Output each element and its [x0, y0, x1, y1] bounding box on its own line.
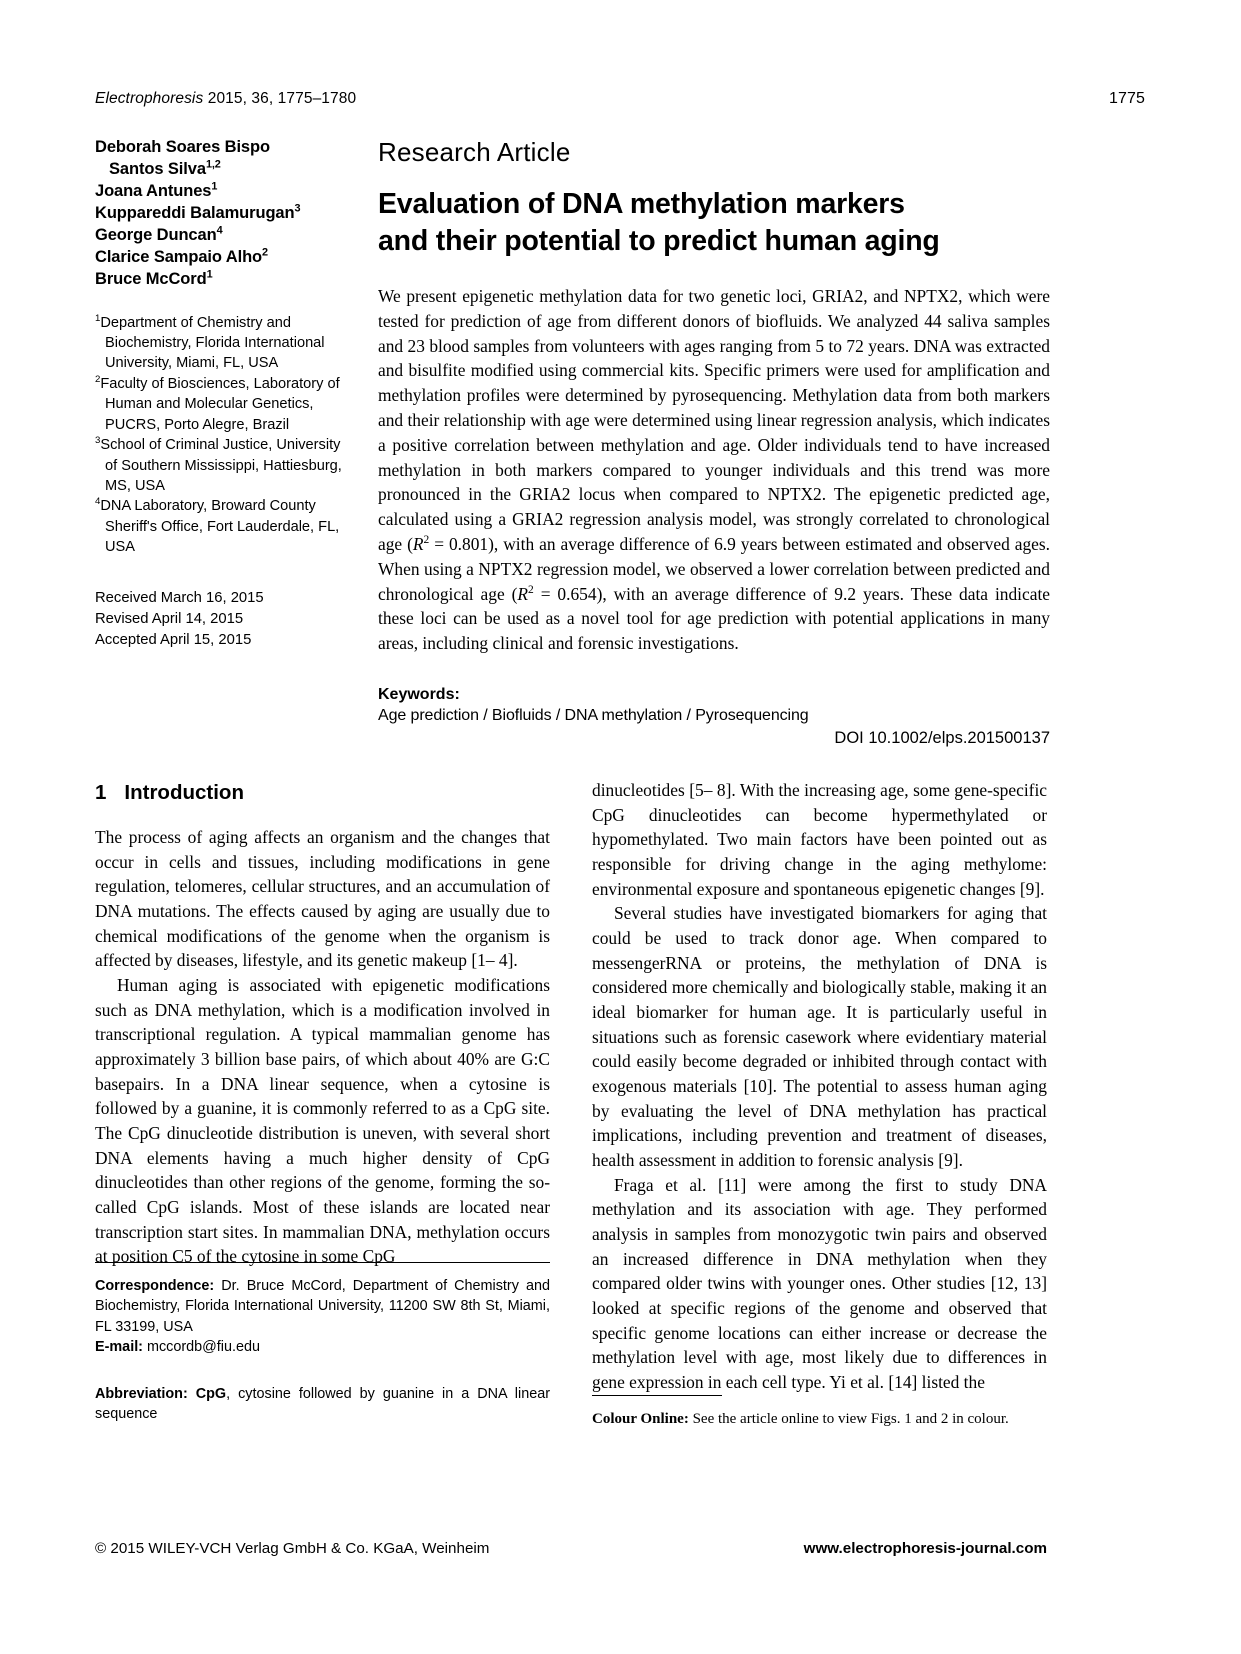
keywords-label: Keywords: — [378, 686, 460, 704]
body-paragraph: dinucleotides [5– 8]. With the increasing age, some gene-specific CpG dinucleotides can become hypermethylated or hypomethylated. Two main factors have been pointed out as responsible for driving change in the aging methylome: environmental exposure and spontaneous epigenetic changes [9]. — [592, 780, 1047, 899]
keywords-list: Age prediction / Biofluids / DNA methylation / Pyrosequencing — [378, 707, 809, 725]
correspondence-text: Dr. Bruce McCord, Department of Chemistry and Biochemistry, Florida International University, 11200 SW 8th St, Miami, FL 33199, USA — [95, 1278, 550, 1335]
abstract-text-1: We present epigenetic methylation data for two genetic loci, GRIA2, and NPTX2, which were tested for prediction of age from different donors of biofluids. We analyzed 44 saliva samples and 23 blood samples from volunteers with ages ranging from 5 to 72 years. DNA was extracted and bisulfite modified using commercial kits. Specific primers were used for amplification and methylation profiles were determined by pyrosequencing. Methylation data from both markers and their relationship with age were determined using linear regression analysis, which indicates a positive correlation between methylation and age. Older individuals tend to have increased methylation in both markers compared to younger individuals and this trend was more pronounced in the GRIA2 locus when compared to NPTX2. The epigenetic predicted age, calculated using a GRIA2 regression analysis model, was strongly correlated to chronological age ( — [378, 286, 1050, 555]
affiliation-text: Faculty of Biosciences, Laboratory of Human and Molecular Genetics, PUCRS, Porto Alegre, Brazil — [100, 375, 340, 433]
author-line-3: Joana Antunes$^1$ — [95, 180, 218, 200]
author-affil-marker: 1,2 — [205, 158, 221, 171]
abbreviation-note — [95, 1384, 550, 1425]
footnote-rule — [95, 1262, 550, 1263]
r-squared-exponent: 2 — [528, 583, 534, 596]
colour-online-note — [592, 1409, 1047, 1430]
author-list — [95, 137, 353, 291]
body-column-right — [592, 778, 1047, 1395]
abbreviation-label: Abbreviation: — [95, 1385, 188, 1402]
running-head — [95, 90, 1145, 108]
author-sidebar — [95, 137, 353, 651]
article-type: Research Article — [378, 137, 571, 167]
r-squared-exponent: 2 — [423, 534, 430, 547]
body-column-left — [95, 778, 550, 1269]
affiliation-marker: 2 — [95, 373, 101, 385]
affiliation-text: School of Criminal Justice, University of Southern Mississippi, Hattiesburg, MS, USA — [100, 437, 342, 494]
body-paragraph: Several studies have investigated biomarkers for aging that could be used to track donor age. When compared to messengerRNA or proteins, the methylation of DNA is considered more chemically and biologically stable, making it an ideal biomarker for human age. It is particularly useful in situations such as forensic casework where evidentiary material could easily become degraded or inhibited through contact with exogenous materials [10]. The potential to assess human aging by evaluating the level of DNA methylation has practical implications, including prevention and treatment of diseases, health assessment in addition to forensic analysis [9]. — [592, 903, 1047, 1171]
abbreviation-text: , cytosine followed by guanine in a DNA linear sequence — [95, 1385, 551, 1423]
date-revised: Revised April 14, 2015 — [95, 610, 244, 627]
section-heading-introduction — [95, 778, 550, 807]
title-line-1: Evaluation of DNA methylation markers — [378, 188, 905, 220]
body-paragraph: The process of aging affects an organism and the changes that occur in cells and tissues, including modifications in gene regulation, telomeres, cellular structures, and an accumulation of DNA mutations. The effects caused by aging are usually due to chemical modifications of the genome when the organism is affected by diseases, lifestyle, and its genetic makeup [1– 4]. — [95, 827, 550, 971]
title-line-2: and their potential to predict human aging — [378, 225, 940, 258]
author-line-7: Bruce McCord$^1$ — [95, 268, 213, 288]
affiliation-item — [95, 374, 353, 435]
article-header — [378, 137, 1050, 748]
body-paragraph: Fraga et al. [11] were among the first to study DNA methylation and its association with age. They performed analysis in samples from monozygotic twin pairs and observed an increased difference in DNA methylation when they compared older twins with younger ones. Other studies [12, 13] looked at specific regions of the genome and observed that specific genome locations can either increase or decrease the methylation level with age, most likely due to differences in gene expression in each cell type. Yi et al. [14] listed the — [592, 1174, 1047, 1393]
author-line-5: George Duncan$^4$ — [95, 224, 223, 244]
email-address[interactable]: mccordb@fiu.edu — [142, 1339, 260, 1356]
author-affil-marker: 3 — [294, 202, 301, 215]
body-paragraph: Human aging is associated with epigenetic modifications such as DNA methylation, which is a modification involved in transcriptional regulation. A typical mammalian genome has approximately 3 billion base pairs, of which about 40% are G:C basepairs. In a DNA linear sequence, when a cytosine is followed by a guanine, it is commonly referred to as a CpG site. The CpG dinucleotide distribution is uneven, with several short DNA elements having a much higher density of CpG dinucleotides than other regions of the genome, forming the so-called CpG islands. Most of these islands are located near transcription start sites. In mammalian DNA, methylation occurs at position C5 of the cytosine in some CpG — [95, 975, 550, 1267]
affiliation-list — [95, 313, 353, 558]
footnote-left — [95, 1262, 550, 1425]
date-received: Received March 16, 2015 — [95, 589, 264, 606]
author-affil-marker: 1 — [211, 180, 218, 193]
affiliation-item — [95, 496, 353, 557]
page-title — [378, 186, 1050, 260]
affiliation-item — [95, 313, 353, 374]
keywords-block — [378, 686, 1050, 725]
footnote-right — [592, 1395, 1047, 1430]
email-label: E-mail: — [95, 1339, 143, 1356]
author-affil-marker: 2 — [262, 246, 268, 259]
affiliation-marker: 4 — [95, 496, 101, 508]
affiliation-marker: 1 — [95, 312, 101, 324]
colour-online-label: Colour Online: — [592, 1411, 689, 1427]
page-footer — [95, 1540, 1047, 1557]
journal-citation: 2015, 36, 1775–1780 — [203, 90, 357, 107]
r-squared-symbol: R — [517, 583, 529, 604]
abstract-text-2: ), with an average difference of 6.9 years between estimated and observed ages. When using a NPTX2 regression model, we observed a lower correlation between predicted and chronological age ( — [378, 534, 1050, 604]
affiliation-text: Department of Chemistry and Biochemistry, Florida International University, Miami, FL, USA — [100, 314, 325, 372]
running-head-citation — [95, 90, 356, 108]
affiliation-text: DNA Laboratory, Broward County Sheriff's Office, Fort Lauderdale, FL, USA — [100, 498, 340, 556]
page-number: 1775 — [1109, 90, 1145, 107]
journal-website-link[interactable]: www.electrophoresis-journal.com — [803, 1540, 1047, 1557]
section-number: 1 — [95, 781, 107, 804]
abbreviation-term: CpG — [187, 1385, 227, 1402]
r-squared-value: = 0.654 — [533, 583, 597, 604]
correspondence-label: Correspondence: — [95, 1278, 215, 1294]
affiliation-item — [95, 435, 353, 496]
doi-link[interactable]: DOI 10.1002/elps.201500137 — [834, 729, 1050, 748]
footnote-rule — [592, 1395, 722, 1396]
abstract-text-3: ), with an average difference of 9.2 years. These data indicate these loci can be used as a novel tool for age prediction with potential applications in many areas, including clinical and forensic investigations. — [378, 583, 1050, 654]
author-line-1: Deborah Soares Bispo — [95, 138, 270, 156]
author-line-6: Clarice Sampaio Alho$^2$ — [95, 246, 268, 266]
correspondence-note — [95, 1276, 550, 1358]
r-squared-value: = 0.801 — [429, 534, 489, 555]
date-accepted: Accepted April 15, 2015 — [95, 631, 252, 648]
affiliation-marker: 3 — [95, 435, 101, 447]
author-affil-marker: 4 — [216, 224, 223, 237]
author-affil-marker: 1 — [206, 268, 213, 281]
colour-online-text: See the article online to view Figs. 1 and 2 in colour. — [688, 1411, 1009, 1427]
author-line-2: Santos Silva$^{1,2}$ — [109, 158, 221, 178]
journal-name: Electrophoresis — [95, 90, 204, 107]
r-squared-symbol: R — [412, 534, 424, 555]
article-history — [95, 588, 353, 651]
copyright-notice: © 2015 WILEY-VCH Verlag GmbH & Co. KGaA, Weinheim — [95, 1540, 490, 1557]
section-title: Introduction — [124, 781, 244, 804]
abstract — [378, 284, 1050, 656]
author-line-4: Kuppareddi Balamurugan$^3$ — [95, 202, 301, 222]
